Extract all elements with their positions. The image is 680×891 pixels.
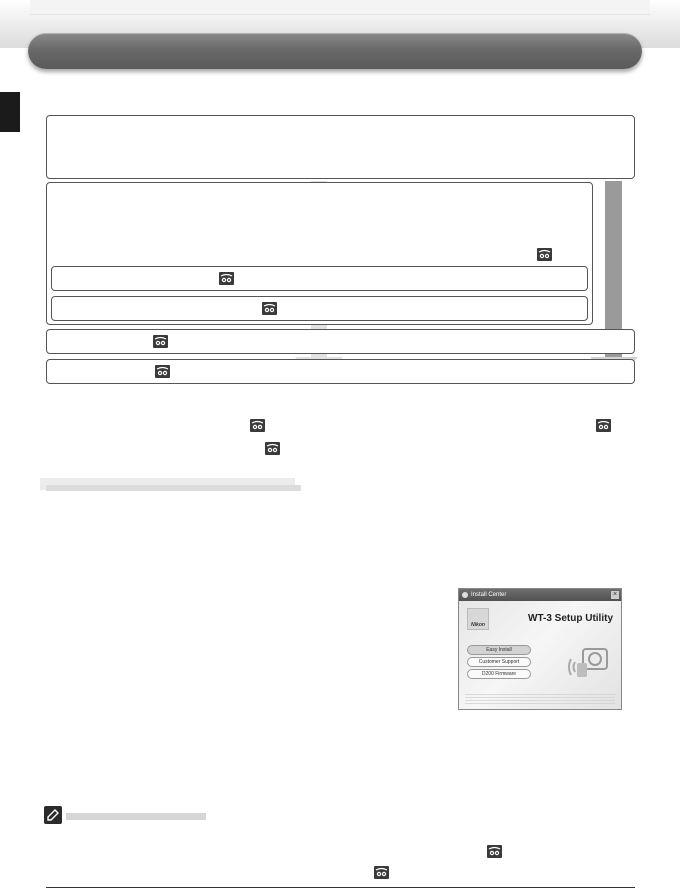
eye-reference-icon bbox=[537, 248, 552, 261]
customer-support-button[interactable]: Customer Support bbox=[467, 657, 531, 667]
flow-row-box-2 bbox=[46, 359, 635, 384]
note-heading-highlight bbox=[66, 813, 206, 820]
eye-reference-icon bbox=[596, 419, 611, 432]
eye-reference-icon bbox=[262, 302, 277, 315]
install-center-window bbox=[458, 588, 622, 710]
window-titlebar bbox=[459, 589, 621, 601]
eye-reference-icon bbox=[374, 866, 389, 879]
eye-reference-icon bbox=[487, 845, 502, 858]
camera-wireless-icon bbox=[567, 641, 611, 681]
app-title: WT-3 Setup Utility bbox=[528, 613, 613, 624]
eye-reference-icon bbox=[155, 365, 170, 378]
chapter-tab bbox=[0, 92, 20, 132]
nikon-logo: Nikon bbox=[467, 608, 489, 630]
eye-reference-icon bbox=[219, 272, 234, 285]
eye-reference-icon bbox=[250, 419, 265, 432]
section-heading-underline bbox=[46, 485, 301, 491]
note-pencil-icon bbox=[44, 806, 62, 824]
close-icon[interactable]: × bbox=[612, 591, 618, 598]
app-icon bbox=[462, 592, 468, 598]
flow-row-box-1 bbox=[46, 329, 635, 354]
page-title-bar bbox=[28, 33, 642, 69]
eye-reference-icon bbox=[265, 442, 280, 455]
flow-inner-box-2 bbox=[51, 296, 588, 321]
firmware-button[interactable]: D200 Firmware bbox=[467, 669, 531, 679]
eye-reference-icon bbox=[153, 335, 168, 348]
flow-inner-box-1 bbox=[51, 266, 588, 291]
footer-rule bbox=[46, 887, 635, 888]
easy-install-button[interactable]: Easy Install bbox=[467, 645, 531, 655]
window-footer-text bbox=[465, 694, 615, 704]
flow-top-box bbox=[46, 115, 635, 179]
window-title: Install Center bbox=[471, 592, 507, 598]
